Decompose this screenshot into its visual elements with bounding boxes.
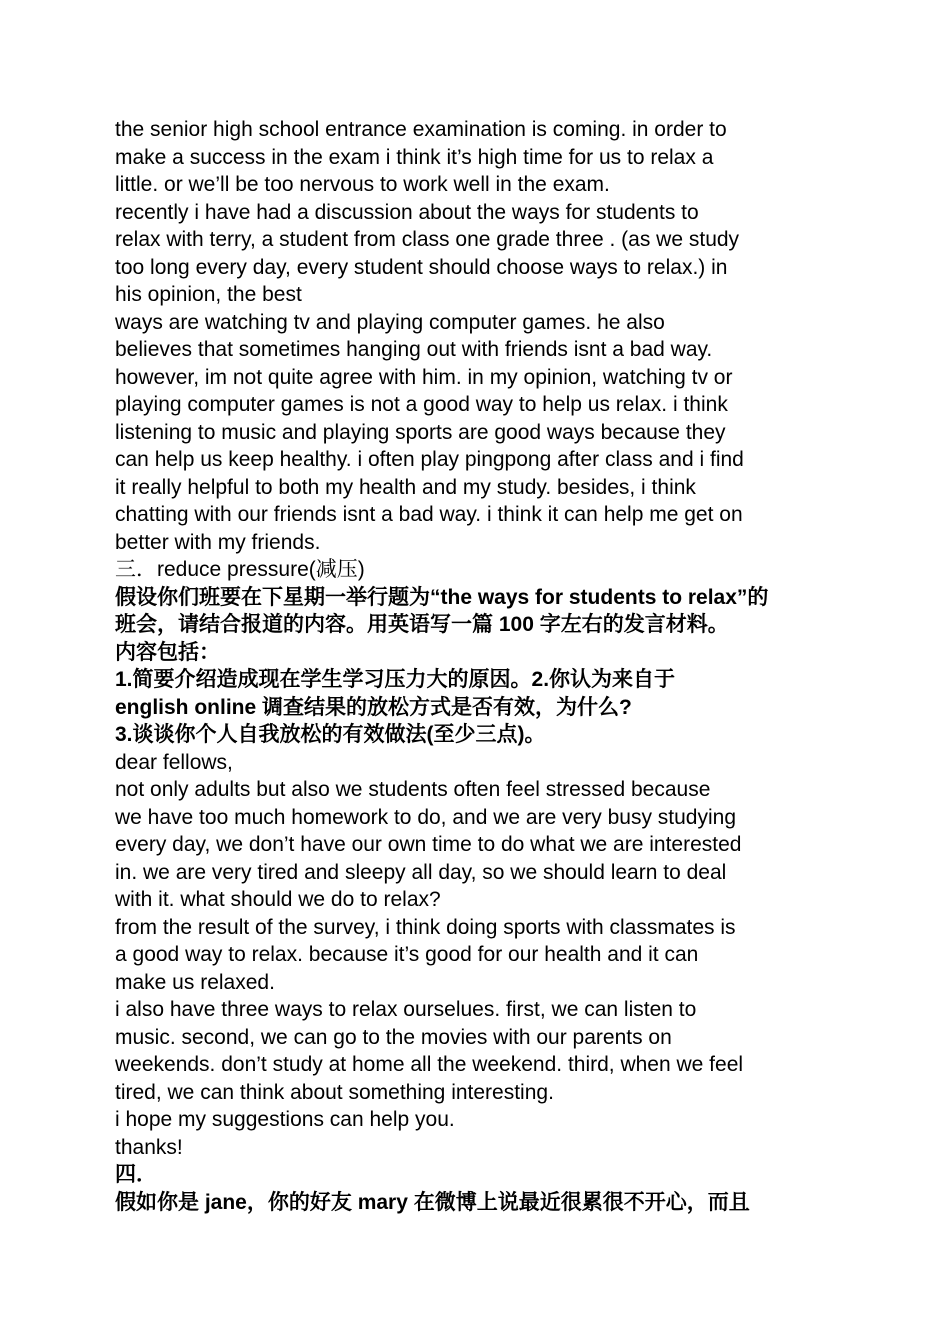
text-line: can help us keep healthy. i often play pingpong after class and i find	[115, 448, 744, 471]
section-heading: 三．reduce pressure(减压)	[115, 558, 365, 581]
text-line: recently i have had a discussion about the ways for students to	[115, 200, 699, 224]
text-line: we have too much homework to do, and we are very busy studying	[115, 805, 736, 829]
document-body	[115, 116, 840, 1216]
task-prompt-line: 3.谈谈你个人自我放松的有效做法(至少三点)。	[115, 723, 546, 746]
text-line: believes that sometimes hanging out with friends isnt a bad way.	[115, 338, 713, 361]
text-line: the senior high school entrance examination is coming. in order to	[115, 118, 727, 141]
text-line: relax with terry, a student from class one grade three . (as we study	[115, 228, 740, 251]
text-line: with it. what should we do to relax?	[115, 888, 441, 911]
text-line: tired, we can think about something interesting.	[115, 1080, 554, 1104]
text-line: in. we are very tired and sleepy all day, so we should learn to deal	[115, 860, 727, 884]
text-line: his opinion, the best	[115, 283, 302, 306]
text-line: chatting with our friends isnt a bad way. i think it can help me get on	[115, 503, 743, 526]
text-line: however, im not quite agree with him. in my opinion, watching tv or	[115, 365, 733, 389]
text-line: listening to music and playing sports are good ways because they	[115, 420, 726, 444]
task-prompt-line: english online 调查结果的放松方式是否有效，为什么?	[115, 695, 632, 719]
text-line: not only adults but also we students often feel stressed because	[115, 778, 711, 801]
text-line: music. second, we can go to the movies with our parents on	[115, 1025, 672, 1049]
text-line: from the result of the survey, i think doing sports with classmates is	[115, 915, 736, 939]
text-line: it really helpful to both my health and my study. besides, i think	[115, 475, 696, 499]
task-prompt-line: 假设你们班要在下星期一举行题为“the ways for students to relax”的	[115, 585, 769, 609]
text-line: make us relaxed.	[115, 970, 275, 994]
text-line: i hope my suggestions can help you.	[115, 1108, 455, 1131]
text-line: thanks!	[115, 1135, 183, 1159]
text-line: too long every day, every student should choose ways to relax.) in	[115, 255, 728, 279]
text-line: weekends. don’t study at home all the weekend. third, when we feel	[115, 1053, 744, 1076]
text-line: make a success in the exam i think it’s high time for us to relax a	[115, 145, 714, 169]
task-prompt-line: 内容包括：	[115, 640, 220, 664]
section-heading: 四．	[115, 1163, 157, 1186]
text-line: ways are watching tv and playing computer games. he also	[115, 310, 665, 334]
text-line: every day, we don’t have our own time to do what we are interested	[115, 833, 742, 856]
text-line: dear fellows,	[115, 750, 233, 774]
text-line: a good way to relax. because it’s good for our health and it can	[115, 943, 699, 966]
text-line: playing computer games is not a good way to help us relax. i think	[115, 393, 728, 416]
text-line: better with my friends.	[115, 530, 321, 554]
task-prompt-line: 1.简要介绍造成现在学生学习压力大的原因。2.你认为来自于	[115, 668, 676, 691]
task-prompt-line: 假如你是 jane，你的好友 mary 在微博上说最近很累很不开心，而且	[115, 1190, 750, 1214]
text-line: little. or we’ll be too nervous to work well in the exam.	[115, 173, 610, 196]
text-line: i also have three ways to relax ourselues. first, we can listen to	[115, 998, 697, 1021]
task-prompt-line: 班会，请结合报道的内容。用英语写一篇 100 字左右的发言材料。	[115, 613, 729, 636]
